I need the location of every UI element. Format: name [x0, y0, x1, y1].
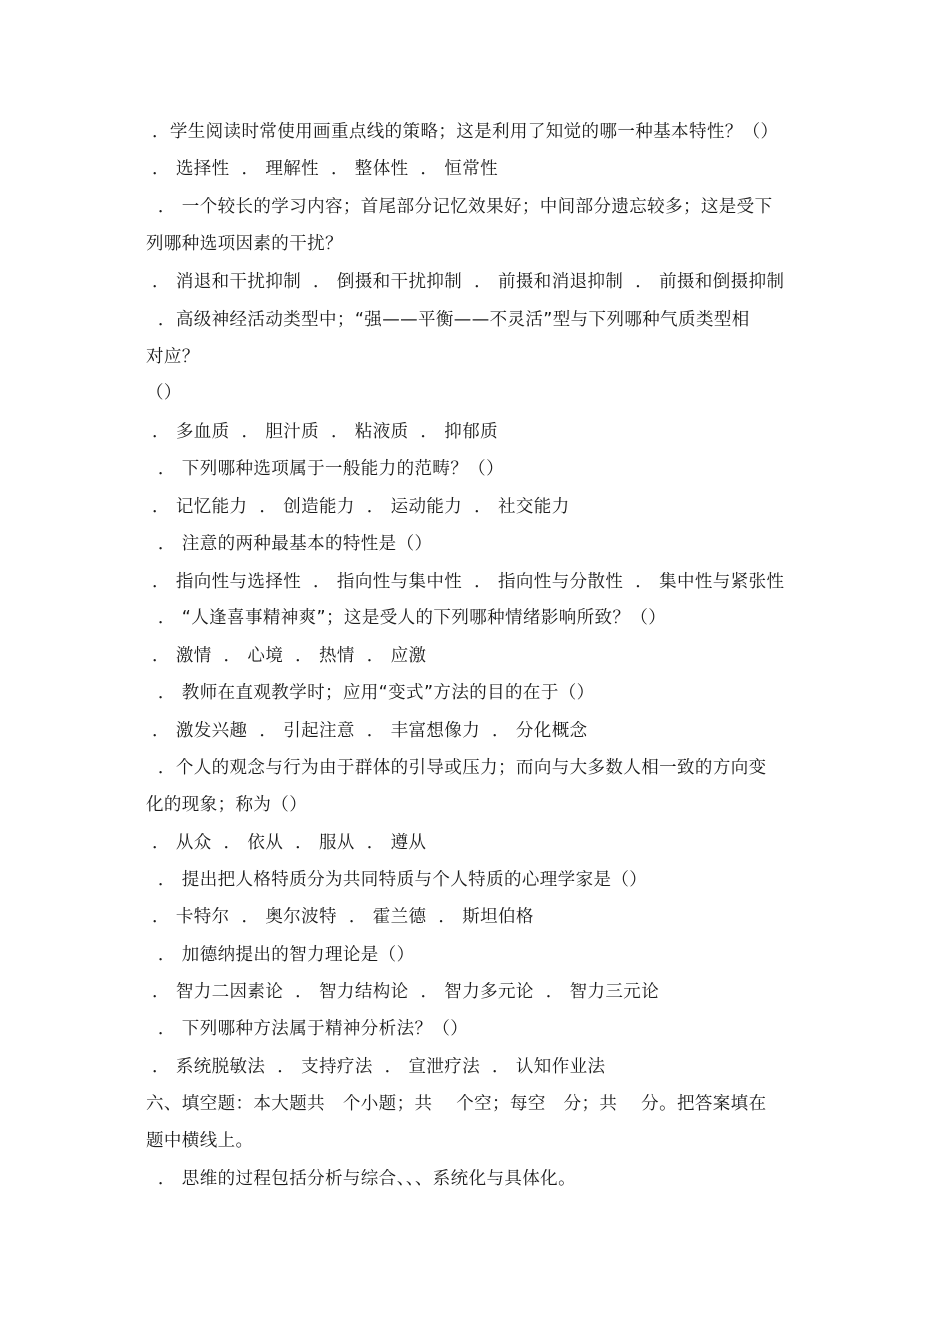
question-line: （） [146, 383, 182, 403]
question-line: ． 加德纳提出的智力理论是（） [146, 945, 415, 965]
options-line: ． 记忆能力 ． 创造能力 ． 运动能力 ． 社交能力 [146, 497, 570, 517]
options-line: ． 智力二因素论 ． 智力结构论 ． 智力多元论 ． 智力三元论 [146, 982, 660, 1002]
options-line: ． 从众 ． 依从 ． 服从 ． 遵从 [146, 833, 427, 853]
question-line: ． 思维的过程包括分析与综合、、、系统化与具体化。 [146, 1169, 576, 1189]
options-line: ． 消退和干扰抑制 ． 倒摄和干扰抑制 ． 前摄和消退抑制 ． 前摄和倒摄抑制 [146, 272, 785, 292]
options-line: ． 选择性 ． 理解性 ． 整体性 ． 恒常性 [146, 159, 498, 179]
question-line: 化的现象；称为（） [146, 795, 308, 815]
question-line: ．高级神经活动类型中；“强——平衡——不灵活”型与下列哪种气质类型相 [146, 310, 750, 330]
section-heading: 题中横线上。 [146, 1131, 254, 1151]
question-line: ． 教师在直观教学时；应用“变式”方法的目的在于（） [146, 683, 595, 703]
question-line: ． 下列哪种方法属于精神分析法？（） [146, 1019, 469, 1039]
options-line: ． 激发兴趣 ． 引起注意 ． 丰富想像力 ． 分化概念 [146, 721, 588, 741]
question-line: 对应？ [146, 347, 200, 367]
question-line: 列哪种选项因素的干扰？ [146, 234, 343, 254]
question-line: ． 提出把人格特质分为共同特质与个人特质的心理学家是（） [146, 870, 648, 890]
question-line: ．个人的观念与行为由于群体的引导或压力；而向与大多数人相一致的方向变 [146, 758, 767, 778]
options-line: ． 激情 ． 心境 ． 热情 ． 应激 [146, 646, 427, 666]
question-line: ． 一个较长的学习内容；首尾部分记忆效果好；中间部分遗忘较多；这是受下 [146, 197, 773, 217]
options-line: ． 多血质 ． 胆汁质 ． 粘液质 ． 抑郁质 [146, 422, 498, 442]
question-line: ． “人逢喜事精神爽”；这是受人的下列哪种情绪影响所致？（） [146, 608, 667, 628]
options-line: ． 系统脱敏法 ． 支持疗法 ． 宣泄疗法 ． 认知作业法 [146, 1057, 606, 1077]
options-line: ． 卡特尔 ． 奥尔波特 ． 霍兰德 ． 斯坦伯格 [146, 907, 534, 927]
question-line: ． 下列哪种选项属于一般能力的范畴？（） [146, 459, 504, 479]
question-line: ． 注意的两种最基本的特性是（） [146, 534, 433, 554]
options-line: ． 指向性与选择性 ． 指向性与集中性 ． 指向性与分散性 ． 集中性与紧张性 [146, 572, 785, 592]
section-heading: 六、填空题：本大题共 个小题；共 个空；每空 分；共 分。把答案填在 [146, 1094, 767, 1114]
question-line: ．学生阅读时常使用画重点线的策略；这是利用了知觉的哪一种基本特性？（） [146, 122, 779, 142]
